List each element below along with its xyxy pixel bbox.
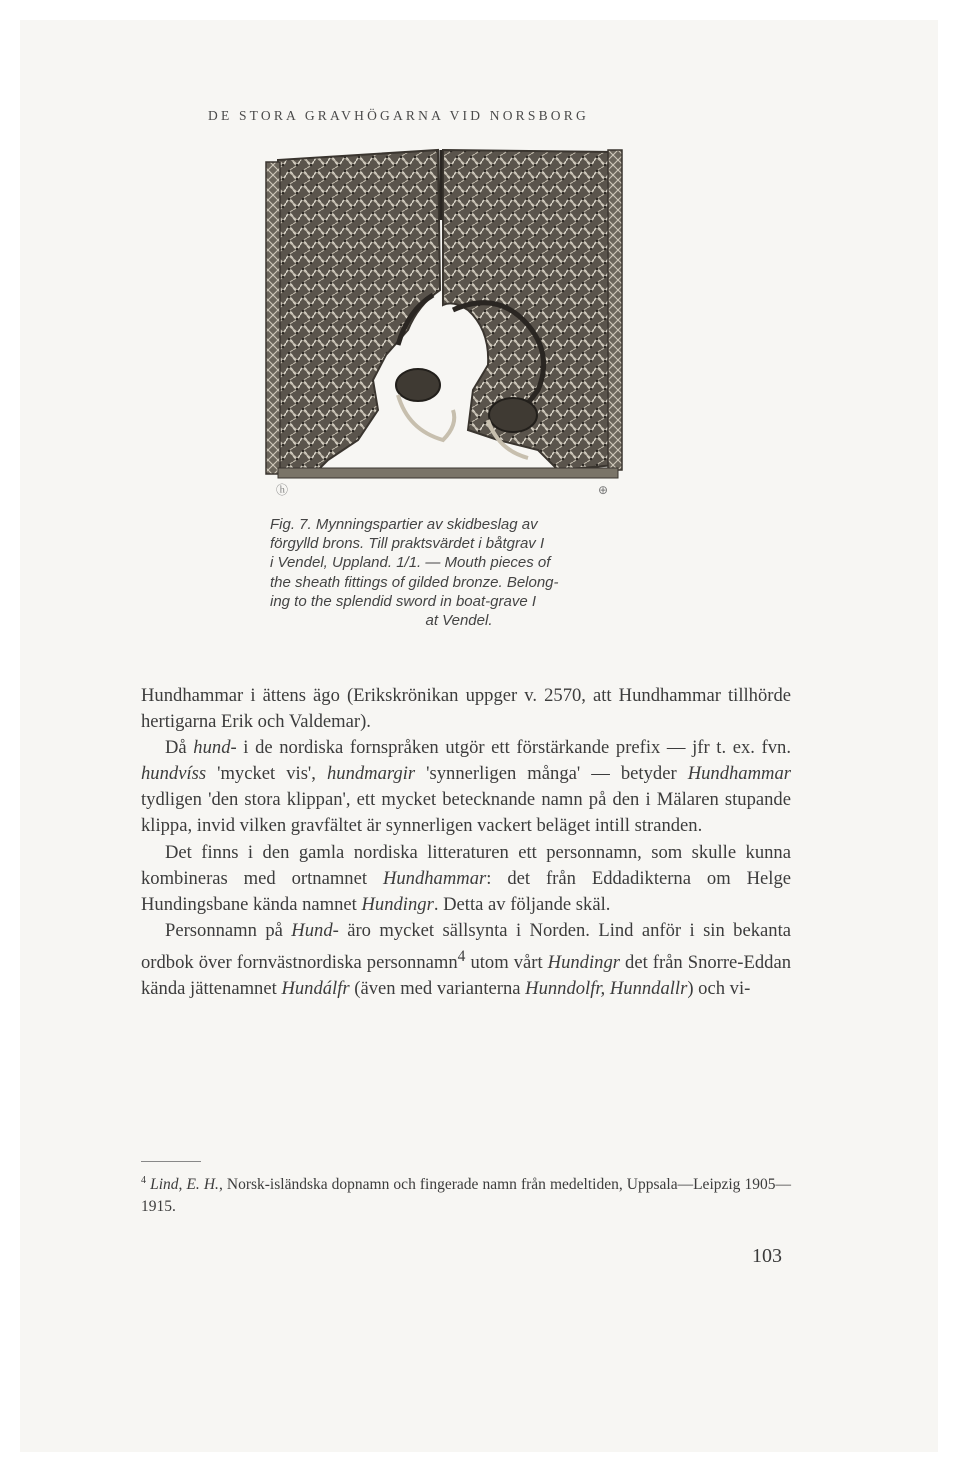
- paragraph: [141, 683, 791, 735]
- footnote-author: Lind, E. H.: [150, 1176, 219, 1194]
- text-run: Då: [165, 737, 194, 759]
- text-run: i de nordiska fornspråken utgör ett förstärkande prefix — jfr t. ex. fvn.: [236, 737, 791, 759]
- paragraph: [141, 840, 791, 918]
- corner-mark-right: ⊕: [598, 483, 609, 497]
- sheath-fittings-illustration: [258, 140, 628, 500]
- text-run: (även med varianterna: [349, 978, 526, 1000]
- footnote-marker: 4: [141, 1175, 146, 1186]
- italic-term: hundvíss: [141, 763, 207, 785]
- italic-term: hundmargir: [326, 763, 416, 785]
- text-run: : det från Eddadikterna om Helge Hundingsbane kända namnet: [141, 867, 791, 915]
- text-run: det från Snorre-Eddan kända jättenamnet: [141, 952, 791, 1000]
- figure-caption: [270, 515, 648, 630]
- italic-term: Hund-: [291, 919, 339, 941]
- caption-line: Fig. 7. Mynningspartier av skidbeslag av: [270, 516, 538, 533]
- italic-term: Hundhammar: [687, 763, 791, 785]
- caption-line: at Vendel.: [425, 612, 493, 630]
- text-run: Hundhammar i ättens ägo (Erikskrönikan uppger v. 2570, att Hundhammar tillhörde hertigarna Erik och Valdemar).: [141, 685, 791, 733]
- footnote-divider: [141, 1161, 201, 1162]
- body-text: [141, 683, 791, 1002]
- text-run: tydligen 'den stora klippan', ett mycket betecknande namn på den i Mälaren stupande klippa, invid vilken gravfältet är synnerligen vackert beläget intill stranden.: [141, 789, 791, 837]
- text-run: äro mycket sällsynta i Norden. Lind anför i sin bekanta ordbok över fornvästnordiska personnamn: [141, 919, 791, 974]
- text-run: 'synnerligen många' — betyder: [415, 763, 688, 785]
- corner-mark-left: ⓗ: [276, 483, 289, 497]
- footnote-text: , Norsk-isländska dopnamn och fingerade namn från medeltiden, Uppsala—Leipzig 1905—1915.: [141, 1176, 792, 1216]
- italic-term: Hundingr: [547, 952, 620, 974]
- text-run: 'mycket vis',: [206, 763, 327, 785]
- italic-term: Hundhammar: [382, 867, 487, 889]
- caption-line: i Vendel, Uppland. 1/1. — Mouth pieces of: [270, 554, 551, 572]
- italic-term: Hundálfr: [281, 978, 350, 1000]
- italic-term: Hunndolfr, Hunndallr: [525, 978, 688, 1000]
- running-head: DE STORA GRAVHÖGARNA VID NORSBORG: [208, 108, 589, 123]
- caption-line: ing to the splendid sword in boat-grave I: [270, 592, 536, 610]
- caption-line: förgylld brons. Till praktsvärdet i båtgrav I: [270, 535, 545, 553]
- italic-term: Hundingr: [361, 893, 434, 915]
- paragraph: [141, 918, 791, 1002]
- caption-line: the sheath fittings of gilded bronze. Belong-: [270, 573, 559, 591]
- footnote: [141, 1170, 791, 1218]
- paragraph: [141, 735, 791, 839]
- footnote-reference[interactable]: 4: [457, 947, 466, 965]
- text-run: Personnamn på: [165, 919, 292, 941]
- text-run: Det finns i den gamla nordiska litteraturen ett personnamn, som skulle kunna kombineras med ortnamnet: [141, 841, 791, 889]
- text-run: utom vårt: [465, 952, 548, 974]
- page-number: 103: [752, 1245, 782, 1267]
- figure-sheath-fittings: [258, 140, 628, 500]
- italic-term: hund-: [193, 737, 237, 759]
- text-run: ) och vi-: [687, 978, 751, 1000]
- text-run: . Detta av följande skäl.: [433, 893, 611, 915]
